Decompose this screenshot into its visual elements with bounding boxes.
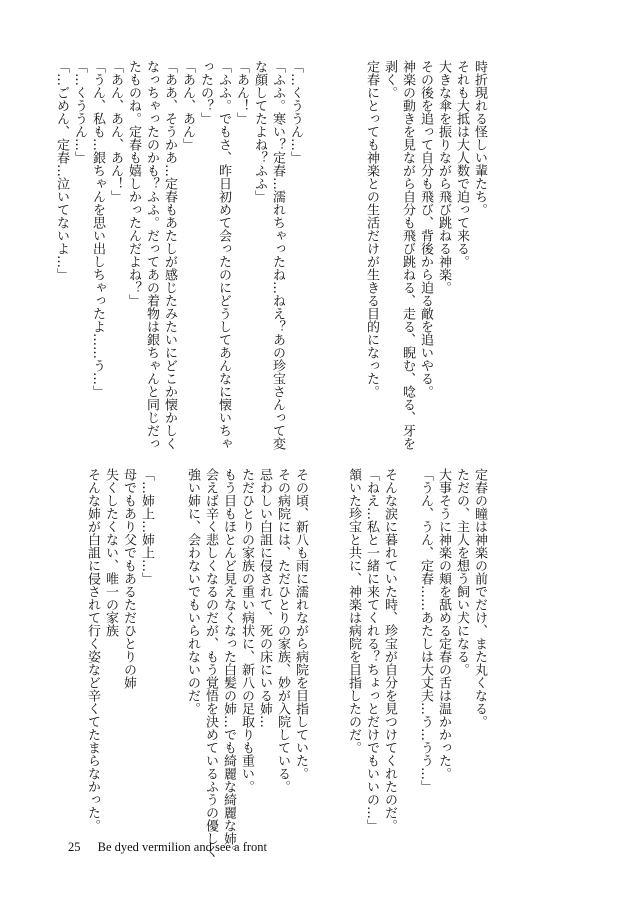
page-footer [68, 840, 267, 855]
text-line: なっちゃったのかも？ふふ。だってあの着物は銀ちゃんと同じだっ [144, 60, 159, 450]
text-line: そんな姉が白詛に侵されて行く姿など辛くてたまらなかった。 [85, 468, 100, 832]
text-line: そんな涙に暮れていた時、珍宝が自分を見つけてくれたのだ。 [382, 468, 397, 832]
text-line: その頃、新八も雨に濡れながら病院を目指していた。 [293, 468, 308, 780]
text-line: 「ふふ。でもさ、昨日初めて会ったのにどうしてあんなに懐いちゃ [216, 60, 231, 450]
paragraph-bottom-middle [183, 468, 309, 858]
text-line: 定春の瞳は神楽の前でだけ、また丸くなる。 [472, 468, 487, 728]
text-line: 失くしたくない、唯一の家族 [103, 468, 118, 637]
text-line: 「…くううん…」 [288, 60, 303, 164]
text-line [398, 468, 416, 808]
text-line: ったの？」 [198, 60, 213, 125]
paragraph-top-right [362, 60, 488, 450]
page-number: 25 [68, 840, 81, 854]
text-line: もう目もほとんど見えなくなった白髪の姉…でも綺麗な綺麗な姉。 [221, 468, 236, 858]
text-line: 大事そうに神楽の頬を舐める定春の舌は温かかった。 [436, 468, 451, 780]
text-line: 「…姉上…姉上…」 [139, 468, 154, 585]
text-line: ただひとりの家族の重い病状に、新八の足取りも重い。 [239, 468, 254, 793]
text-line: 頷いた珍宝と共に、神楽は病院を目指したのだ。 [346, 468, 361, 754]
text-line: ただの、主人を想う飼い犬になる。 [454, 468, 469, 676]
paragraph-bottom-left [83, 468, 155, 832]
text-line: 剥く。 [382, 60, 397, 99]
text-line: 時折現れる怪しい輩たち。 [472, 60, 487, 216]
text-line: 「あん、あん、あん！」 [108, 60, 123, 203]
paragraph-bottom-right [344, 468, 488, 832]
text-line: 大きな傘を振りながら飛び跳ねる神楽。 [436, 60, 451, 294]
text-line: 「…くううん…」 [72, 60, 87, 164]
text-line: 「あん！」 [234, 60, 249, 125]
text-line: 「うん、うん、定春……あたしは大丈夫…う…うう…」 [418, 468, 433, 793]
text-line: 会えば辛く悲しくなるのだが、もう覚悟を決めているふうの優しく [203, 468, 218, 858]
text-line: 神楽の動きを見ながら自分も飛び跳ねる、走る、睨む、唸る、牙を [400, 60, 415, 450]
text-line: たものね。定春も嬉しかったんだよね？」 [126, 60, 141, 307]
book-title: Be dyed vermilion and see a front [97, 840, 268, 854]
text-line: 「…ごめん、定春…泣いてないよ…」 [54, 60, 69, 281]
text-line: な顔してたよね？ふふ」 [252, 60, 267, 203]
text-line: 「うん、私も…銀ちゃんを思い出しちゃったよ……う…」 [90, 60, 105, 398]
text-line: 「ねえ…私と一緒に来てくれる？ちょっとだけでもいいの…」 [364, 468, 379, 832]
text-line: その後を追って自分も飛び、背後から迫る敵を追いやる。 [418, 60, 433, 398]
text-line: その病院には、ただひとりの家族、妙が入院している。 [275, 468, 290, 793]
dialogue-top-left [52, 60, 304, 450]
text-line: 母でもあり父でもあるただひとりの姉 [121, 468, 136, 689]
text-line: 「ああ、そうかあ…定春もあたしが感じたみたいにどこか懐かしく [162, 60, 177, 450]
text-line: 忌わしい白詛に侵されて、死の床にいる姉… [257, 468, 272, 728]
text-line: 「ふふ。寒い？定春…濡れちゃったね…ねえ？あの珍宝さんって変 [270, 60, 285, 450]
text-line: 定春にとっても神楽との生活だけが生きる目的になった。 [364, 60, 379, 398]
text-line: それも大抵は大人数で迫って来る。 [454, 60, 469, 268]
text-line: 強い姉に、会わないでもいられないのだ。 [185, 468, 200, 715]
text-line: 「あん、あん」 [180, 60, 195, 151]
